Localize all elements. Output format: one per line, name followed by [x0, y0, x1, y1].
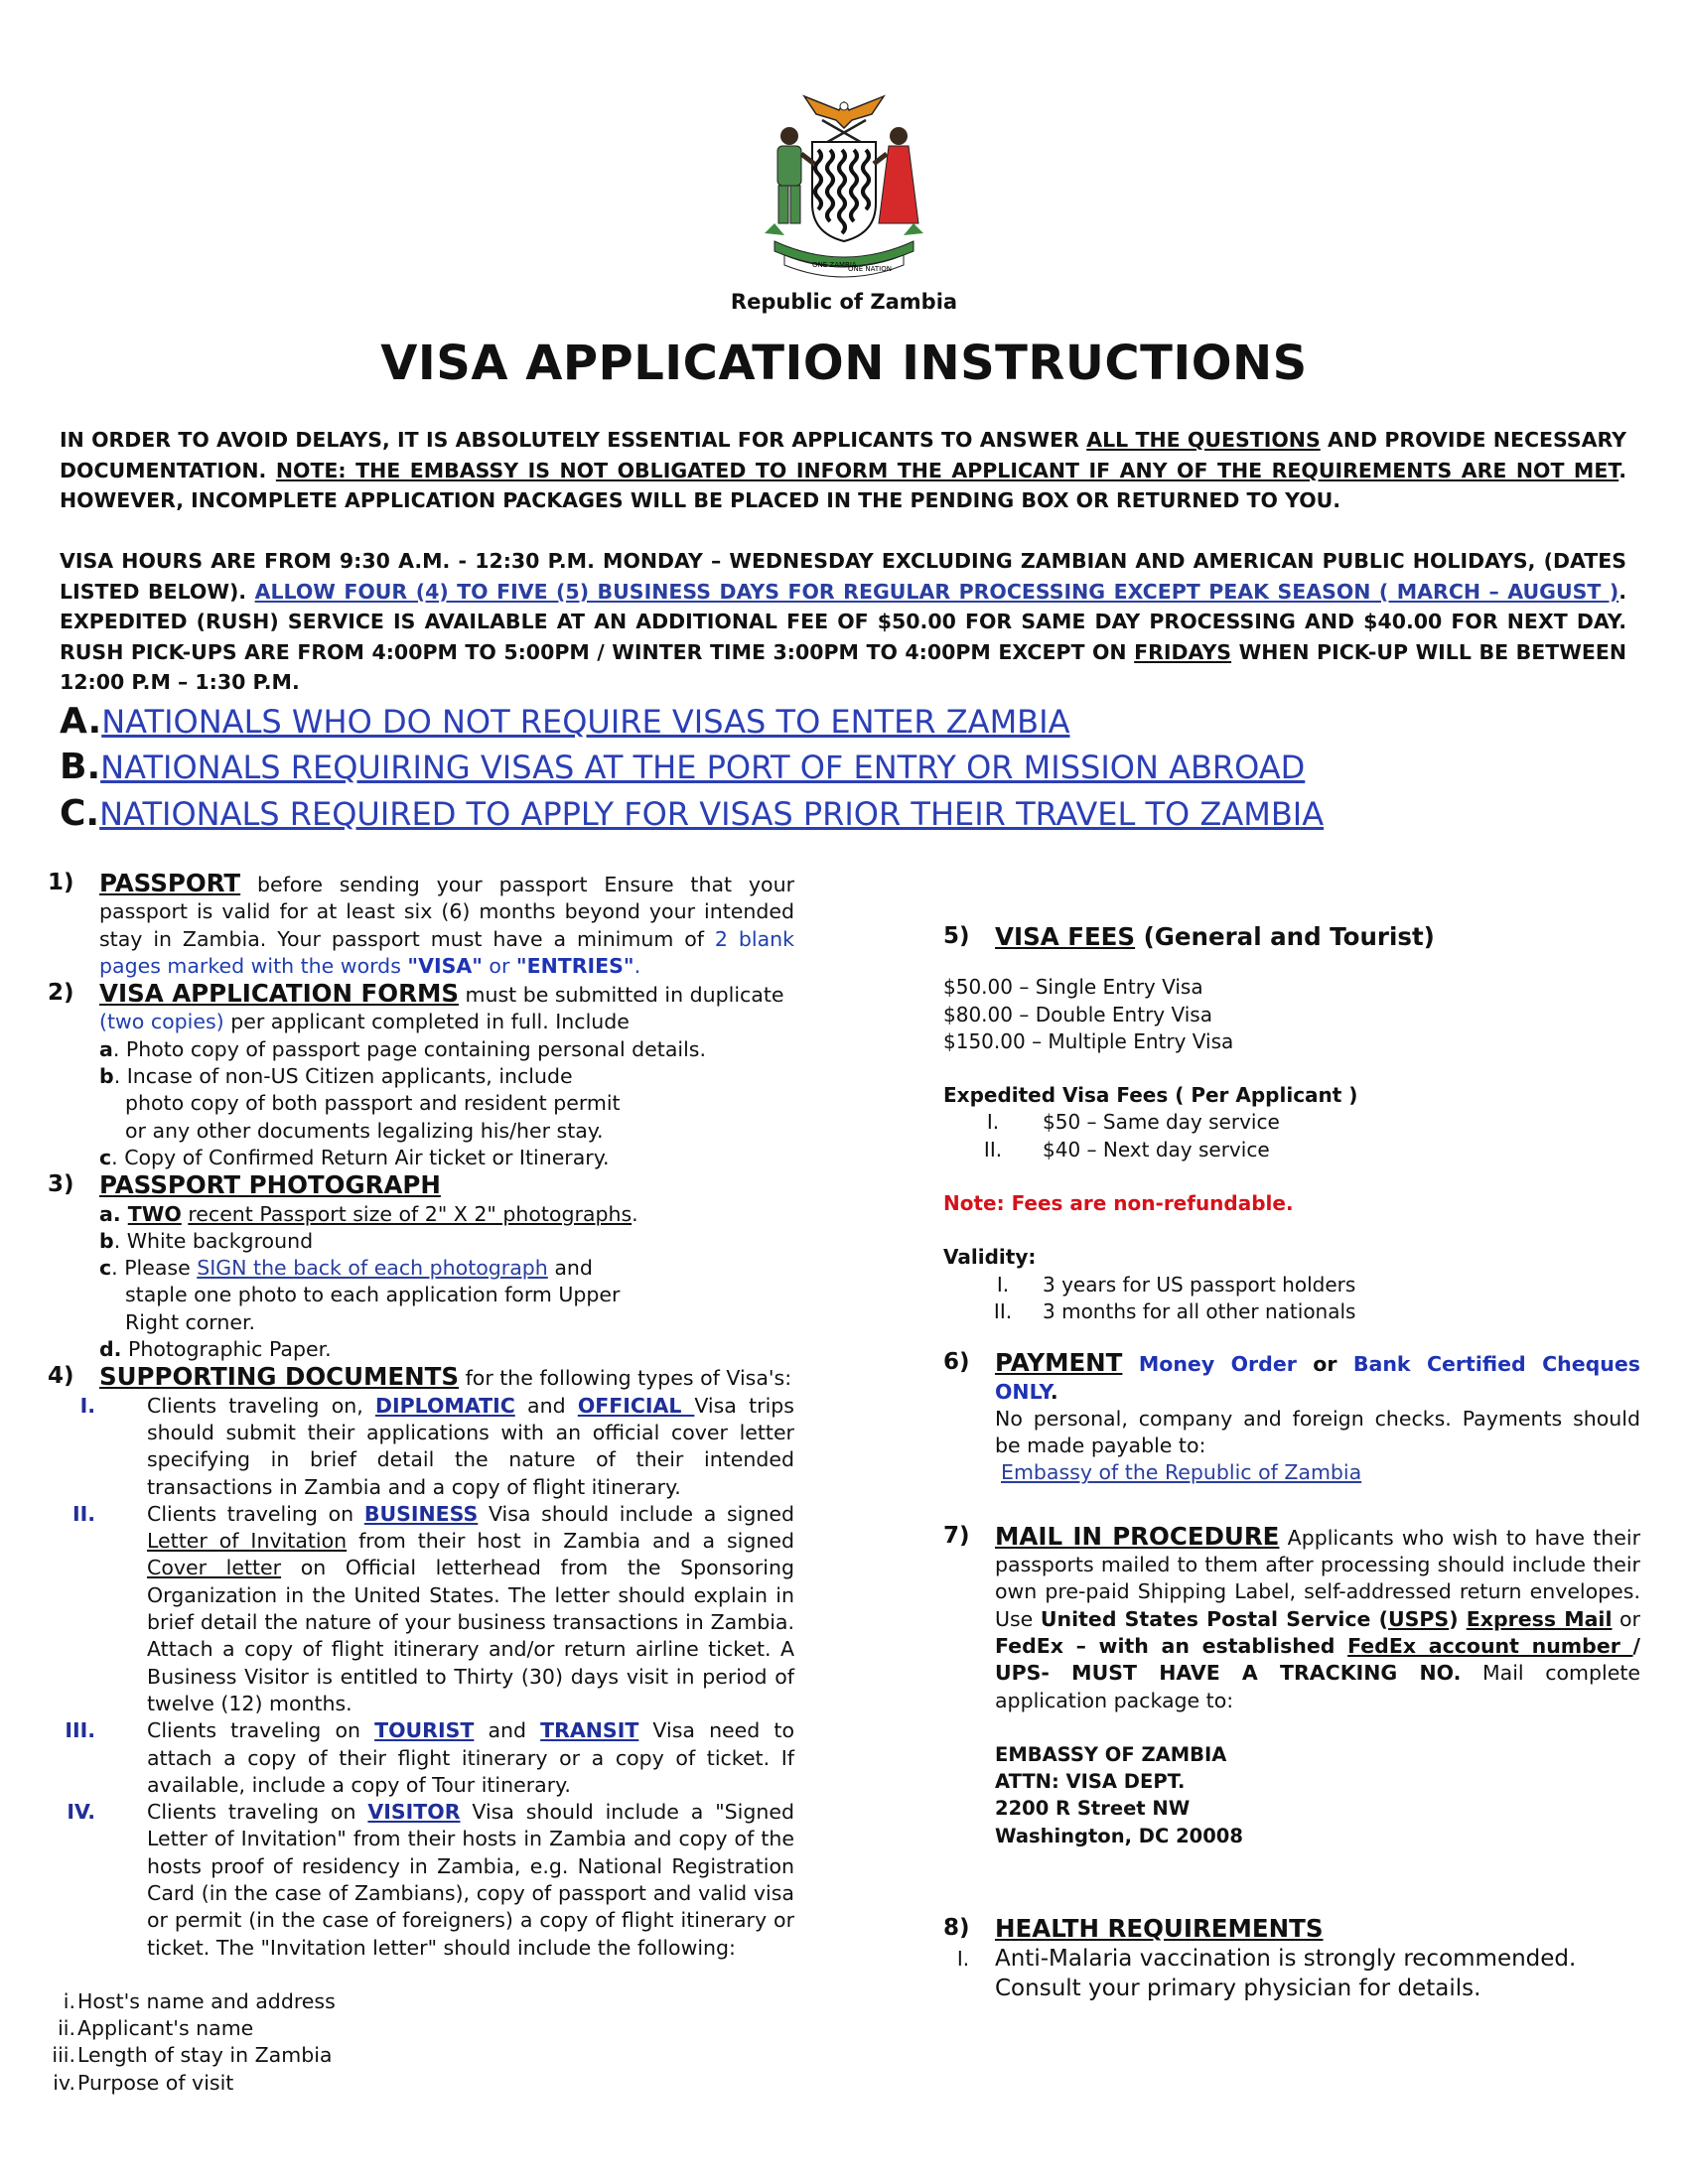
- section-heading: PASSPORT: [99, 869, 241, 897]
- invitation-letter-list: [48, 1988, 794, 2097]
- processing-time-link[interactable]: ALLOW FOUR (4) TO FIVE (5) BUSINESS DAYS FOR REGULAR PROCESSING EXCEPT PEAK SEASON ( MARCH – AUGUST ): [254, 579, 1619, 604]
- intro-paragraph-2: VISA HOURS ARE FROM 9:30 A.M. - 12:30 P.M. MONDAY – WEDNESDAY EXCLUDING ZAMBIAN AND AMERICAN PUBLIC HOLIDAYS, (DATES LISTED BELOW). ALLOW FOUR (4) TO FIVE (5) BUSINESS DAYS FOR REGULAR PROCESSING EXCEPT PEAK SEASON ( MARCH – AUGUST ). EXPEDITED (RUSH) SERVICE IS AVAILABLE AT AN ADDITIONAL FEE OF $50.00 FOR SAME DAY PROCESSING AND $40.00 FOR NEXT DAY. RUSH PICK-UPS ARE FROM 4:00PM TO 5:00PM / WINTER TIME 3:00PM TO 4:00PM EXCEPT ON FRIDAYS WHEN PICK-UP WILL BE BETWEEN 12:00 P.M – 1:30 P.M.: [60, 549, 1626, 694]
- intro-paragraph-1: IN ORDER TO AVOID DELAYS, IT IS ABSOLUTELY ESSENTIAL FOR APPLICANTS TO ANSWER ALL THE QUESTIONS AND PROVIDE NECESSARY DOCUMENTATION. NOTE: THE EMBASSY IS NOT OBLIGATED TO INFORM THE APPLICANT IF ANY OF THE REQUIREMENTS ARE NOT MET. HOWEVER, INCOMPLETE APPLICATION PACKAGES WILL BE PLACED IN THE PENDING BOX OR RETURNED TO YOU.: [60, 428, 1626, 512]
- left-column: [48, 870, 794, 2097]
- validity-heading: Validity:: [943, 1245, 1037, 1270]
- list-item: II. $40 – Next day service: [983, 1137, 1270, 1161]
- section-heading: PASSPORT PHOTOGRAPH: [99, 1170, 441, 1200]
- mailing-address: EMBASSY OF ZAMBIA ATTN: VISA DEPT. 2200 R Street NW Washington, DC 20008: [995, 1742, 1243, 1847]
- right-column: [943, 923, 1640, 2003]
- visa-type-visitor: IV. Clients traveling on VISITOR Visa should include a "Signed Letter of Invitation" from their hosts in Zambia and copy of the hosts proof of residency in Zambia, e.g. National Registration Card (in the case of Zambians), copy of passport and valid visa or permit (in the case of foreigners) a copy of flight itinerary or ticket. The "Invitation letter" should include the following:: [67, 1800, 794, 1960]
- fees-note: Note: Fees are non-refundable.: [943, 1191, 1294, 1216]
- expedited-fees-heading: Expedited Visa Fees ( Per Applicant ): [943, 1083, 1358, 1108]
- list-item: $80.00 – Double Entry Visa: [943, 1002, 1212, 1026]
- nationals-link-a[interactable]: A.NATIONALS WHO DO NOT REQUIRE VISAS TO ENTER ZAMBIA: [60, 701, 1070, 742]
- section-heading: HEALTH REQUIREMENTS: [995, 1914, 1324, 1944]
- man-figure-icon: [777, 127, 814, 223]
- visa-type-diplomatic: I. Clients traveling on, DIPLOMATIC and OFFICIAL Visa trips should submit their applications with an official cover letter specifying in brief detail the nature of their intended transactions in Zambia and a copy of flight itinerary.: [79, 1393, 794, 1499]
- section-passport: 1) PASSPORT before sending your passport Ensure that your passport is valid for at least six (6) months beyond your intended stay in Zambia. Your passport must have a minimum of 2 blank pages marked with the words "VISA" or "ENTRIES".: [48, 869, 794, 978]
- fee-list: [943, 974, 1640, 1055]
- motto-left: ONE ZAMBIA: [812, 261, 857, 269]
- list-item: $150.00 – Multiple Entry Visa: [943, 1028, 1234, 1053]
- section-supporting-documents: 4) SUPPORTING DOCUMENTS for the following types of Visa's:: [48, 1362, 792, 1392]
- eagle-icon: [804, 96, 884, 128]
- country-name: Republic of Zambia: [730, 290, 958, 314]
- section-heading: VISA FEES: [995, 922, 1136, 951]
- list-item: $50.00 – Single Entry Visa: [943, 975, 1203, 1000]
- list-item: iii. Length of stay in Zambia: [52, 2043, 333, 2068]
- section-payment: 6) PAYMENT Money Order or Bank Certified Cheques ONLY. No personal, company and foreign checks. Payments should be made payable to: Embassy of the Republic of Zambia: [943, 1348, 1640, 1485]
- section-visa-fees: 5) VISA FEES (General and Tourist): [943, 922, 1435, 951]
- section-heading: PAYMENT: [995, 1348, 1123, 1378]
- motto-right: ONE NATION: [848, 265, 892, 273]
- list-item: I. 3 years for US passport holders: [996, 1272, 1356, 1297]
- shield-icon: [812, 142, 876, 241]
- page-title: VISA APPLICATION INSTRUCTIONS: [380, 336, 1308, 391]
- woman-figure-icon: [874, 127, 918, 223]
- section-mail-in: 7) MAIL IN PROCEDURE Applicants who wish to have their passports mailed to them after processing should include their own pre-paid Shipping Label, self-addressed return envelopes. Use United States Postal Service (USPS) Express Mail or FedEx – with an established FedEx account number / UPS- MUST HAVE A TRACKING NO. Mail complete application package to:: [943, 1521, 1640, 1712]
- visa-type-tourist-transit: III. Clients traveling on TOURIST and TRANSIT Visa need to attach a copy of their flight itinerary or a copy of ticket. If available, include a copy of Tour itinerary.: [65, 1718, 794, 1797]
- list-item: II. 3 months for all other nationals: [993, 1298, 1356, 1323]
- list-item: i. Host's name and address: [63, 1988, 336, 2013]
- section-heading: MAIL IN PROCEDURE: [995, 1521, 1280, 1551]
- section-photograph: 3) PASSPORT PHOTOGRAPH a. TWO recent Passport size of 2" X 2" photographs. b. White background c. Please SIGN the back of each photograph and staple one photo to each application form Upper Right corner. d. Photographic Paper.: [48, 1170, 638, 1362]
- nationals-link-b[interactable]: B.NATIONALS REQUIRING VISAS AT THE PORT OF ENTRY OR MISSION ABROAD: [60, 747, 1306, 787]
- section-application-forms: 2) VISA APPLICATION FORMS must be submitted in duplicate (two copies) per applicant completed in full. Include a. Photo copy of passport page containing personal details. b. Incase of non-US Citizen applicants, include photo copy of both passport and resident permit or any other documents legalizing his/her stay. c. Copy of Confirmed Return Air ticket or Itinerary.: [48, 979, 784, 1169]
- visa-type-business: II. Clients traveling on BUSINESS Visa should include a signed Letter of Invitation from their host in Zambia and a signed Cover letter on Official letterhead from the Sponsoring Organization in the United States. The letter should explain in brief detail the nature of your business transactions in Zambia. Attach a copy of flight itinerary and/or return airline ticket. A Business Visitor is entitled to Thirty (30) days visit in period of twelve (12) months.: [71, 1501, 795, 1715]
- payee-link[interactable]: Embassy of the Republic of Zambia: [1001, 1460, 1362, 1485]
- nationals-link-c[interactable]: C.NATIONALS REQUIRED TO APPLY FOR VISAS PRIOR THEIR TRAVEL TO ZAMBIA: [60, 793, 1325, 834]
- section-heading: SUPPORTING DOCUMENTS: [99, 1362, 460, 1392]
- section-health: 8) HEALTH REQUIREMENTS: [943, 1914, 1324, 1944]
- list-item: I. $50 – Same day service: [986, 1110, 1280, 1135]
- coat-of-arms-emblem: [745, 84, 943, 278]
- list-item: ii. Applicant's name: [58, 2016, 254, 2041]
- health-item: I. Anti-Malaria vaccination is strongly recommended. Consult your primary physician for details.: [956, 1946, 1577, 2002]
- list-item: iv. Purpose of visit: [53, 2070, 234, 2095]
- section-heading: VISA APPLICATION FORMS: [99, 979, 459, 1009]
- sign-photograph-link[interactable]: SIGN the back of each photograph: [197, 1256, 548, 1281]
